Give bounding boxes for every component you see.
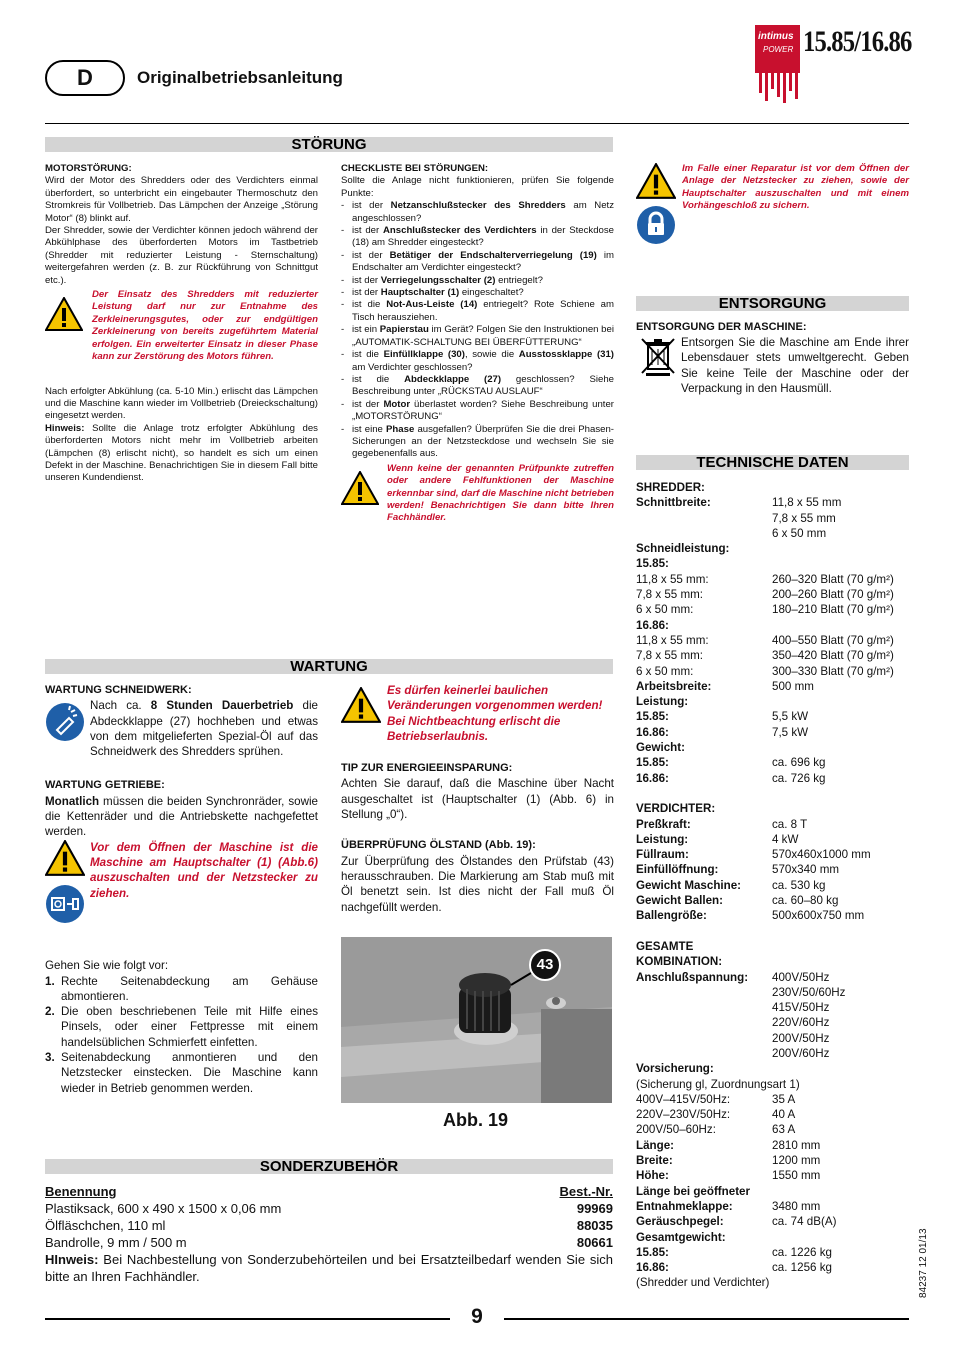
tech-row: Länge bei geöffneter xyxy=(636,1184,751,1198)
tech-row: Breite: 1200 mm xyxy=(636,1154,821,1168)
tech-row: 15.85: ca. 1226 kg xyxy=(636,1245,832,1259)
tech-row: Vorsicherung: xyxy=(636,1062,714,1076)
unplug-icon xyxy=(45,884,85,924)
modification-warning-text: Es dürfen keinerlei baulichen Veränderungen vorgenommen werden! Bei Nichtbeachtung erlischt die Betriebserlaubnis. xyxy=(387,684,603,743)
tech-row: 220V/60Hz xyxy=(772,1016,830,1030)
tech-data-list xyxy=(636,480,909,1291)
tech-row: 7,8 x 55 mm xyxy=(772,511,836,525)
checklist-heading: CHECKLISTE BEI STÖRUNGEN: xyxy=(341,163,489,174)
tech-row: Gewicht Ballen: ca. 60–80 kg xyxy=(636,894,839,908)
tech-row: Leistung: 4 kW xyxy=(636,832,799,846)
warning-icon xyxy=(341,683,387,744)
tech-row: Arbeitsbreite: 500 mm xyxy=(636,679,814,693)
accessories-header: Benennung Best.-Nr. xyxy=(45,1184,613,1199)
getriebe-heading: WARTUNG GETRIEBE: xyxy=(45,779,165,792)
getriebe-warning xyxy=(45,840,318,929)
tech-row: (Sicherung gl, Zuordnungsart 1) xyxy=(636,1077,800,1091)
tech-row: Entnahmeklappe: 3480 mm xyxy=(636,1199,821,1213)
getriebe-warning-text: Vor dem Öffnen der Maschine ist die Maschine am Hauptschalter (1) (Abb.6) auszuschalten und der Netzstecker zu ziehen. xyxy=(90,840,318,900)
tech-row: Gewicht Maschine: ca. 530 kg xyxy=(636,878,826,892)
tech-row: 400V–415V/50Hz: 35 A xyxy=(636,1092,796,1106)
intimus-logo xyxy=(755,25,800,105)
tech-row: Gesamtgewicht: xyxy=(636,1230,726,1244)
tech-row: Schneidleistung: xyxy=(636,542,730,556)
getriebe-text: Monatlich müssen die beiden Synchronräder, sowie die Kettenräder und die Antriebskette nachgefettet werden. xyxy=(45,794,318,839)
motor-p2: Der Shredder, sowie der Verdichter können jedoch während der Abkühlphase des überforderten Motors im Tastbetrieb (Shredder mit reduzierter Leistung - Sternschaltung) weitergefahren werden (z. B. zur Rückführung von Schnittgut etc.). xyxy=(45,225,318,286)
tech-row: 15.85: xyxy=(636,557,669,571)
oil-heading: ÜBERPRÜFUNG ÖLSTAND (Abb. 19): xyxy=(341,839,536,852)
checklist-item: - ist eine Phase ausgefallen? Überprüfen Sie die drei Phasen-Sicherungen an der Netzsteckdose und wechseln Sie sie gegebenenfalls aus. xyxy=(341,424,614,461)
warning-icon xyxy=(45,289,92,363)
page-number: 9 xyxy=(471,1305,483,1328)
tech-row: 16.86: ca. 726 kg xyxy=(636,771,826,785)
warning-icons xyxy=(636,163,682,250)
tech-row: 200V/60Hz xyxy=(772,1046,830,1060)
tech-row: Einfüllöffnung: 570x340 mm xyxy=(636,863,840,877)
tech-row: GESAMTE KOMBINATION: xyxy=(636,939,723,969)
motor-warning-text: Der Einsatz des Shredders mit reduzierter Leistung darf nur zur Entnahme des Zerkleinerungsgutes, oder zur endgültigen Zerkleinerung von bereits zugeführtem Material erfolgen. Ein erweiterter Einsatz in dieser Phase kann zur Zerstörung des Motors führen. xyxy=(92,289,318,363)
motor-column xyxy=(45,163,318,485)
motor-warning xyxy=(45,289,318,363)
tech-row xyxy=(636,786,909,801)
tech-row: 16.86: ca. 1256 kg xyxy=(636,1261,832,1275)
motor-p3: Nach erfolgter Abkühlung (ca. 5-10 Min.) erlischt das Lämpchen und die Maschine kann wieder im Vollbetrieb (Dreieckschaltung) eingesetzt werden. xyxy=(45,385,318,422)
model-number: 15.85/16.86 xyxy=(803,25,912,58)
oil-text: Zur Überprüfung des Ölstandes den Prüfstab (43) herausschrauben. Die Markierung am Stab muß mit Öl benetzt sein. Ist dies nicht der Fall muß Öl nachgefüllt werden. xyxy=(341,854,614,914)
checklist-item: - ist die Einfüllklappe (30), sowie die Ausstossklappe (31) am Verdichter geschlossen? xyxy=(341,349,614,374)
callout-43: 43 xyxy=(529,949,561,981)
schneidwerk-text: Nach ca. 8 Stunden Dauerbetrieb die Abdeckklappe (27) hochheben und etwas von dem mitgelieferten Spezial-Öl auf das Schneidwerk des Shredders sprühen. xyxy=(90,699,318,759)
tech-row: 7,8 x 55 mm: 350–420 Blatt (70 g/m²) xyxy=(636,649,894,663)
accessories-hint: HInweis: Bei Nachbestellung von Sonderzubehörteilen und bei Ersatzteilbedarf wenden Sie sich bitte an Ihren Fachhändler. xyxy=(45,1252,613,1284)
tech-row: Gewicht: xyxy=(636,741,685,755)
checklist-item: - ist die Not-Aus-Leiste (14) entriegelt? Rote Schiene am Tisch herausziehen. xyxy=(341,299,614,324)
weee-bin-icon xyxy=(638,337,678,377)
checklist-item: - ist der Hauptschalter (1) eingeschaltet? xyxy=(341,287,614,299)
logo-subtext: POWER xyxy=(763,45,794,54)
repair-warning xyxy=(636,163,909,250)
wartung-left-column xyxy=(45,683,318,1096)
tech-row: Höhe: 1550 mm xyxy=(636,1169,821,1183)
tech-row: Ballengröße: 500x600x750 mm xyxy=(636,909,865,923)
tech-row: 200V/50–60Hz: 63 A xyxy=(636,1123,796,1137)
accessory-row: Bandrolle, 9 mm / 500 m 80661 xyxy=(45,1235,613,1250)
wartung-right-column xyxy=(341,683,614,915)
tech-row xyxy=(636,924,909,939)
page-title: Originalbetriebsanleitung xyxy=(137,68,343,87)
warning-icon xyxy=(341,463,387,525)
tech-row: 7,8 x 55 mm: 200–260 Blatt (70 g/m²) xyxy=(636,588,894,602)
entsorgung-text: Entsorgen Sie die Maschine am Ende ihrer Lebensdauer stets umweltgerecht. Geben Sie keine Teile der Maschine oder der Verpackung in den Hausmüll. xyxy=(681,336,909,395)
step-item: 3. Seitenabdeckung anmontieren und den Netzstecker einstecken. Die Maschine kann wieder in Betrieb genommen werden. xyxy=(45,1051,318,1095)
tech-row: 15.85: 5,5 kW xyxy=(636,710,809,724)
checklist-warning-text: Wenn keine der genannten Prüfpunkte zutreffen oder andere Fehlfunktionen der Maschine erkennbar sind, darf die Maschine nicht betrieben werden! Benachrichtigen Sie dann bitte Ihren Fachhändler. xyxy=(387,462,614,524)
warning-icon xyxy=(636,163,676,199)
tech-row: 16.86: xyxy=(636,618,669,632)
checklist-intro: Sollte die Anlage nicht funktionieren, prüfen Sie folgende Punkte: xyxy=(341,175,614,199)
accessory-row: Ölfläschchen, 110 ml 88035 xyxy=(45,1218,613,1233)
tech-row: 6 x 50 mm: 180–210 Blatt (70 g/m²) xyxy=(636,603,894,617)
padlock-icon xyxy=(636,205,676,245)
document-code: 84237 12 01/13 xyxy=(918,1228,929,1298)
tech-row: 220V–230V/50Hz: 40 A xyxy=(636,1108,796,1122)
tech-row: 415V/50Hz xyxy=(772,1001,830,1015)
section-technische-daten: TECHNISCHE DATEN xyxy=(636,455,909,470)
warning-icon xyxy=(45,840,85,876)
tech-row: Leistung: xyxy=(636,695,689,709)
energy-heading: TIP ZUR ENERGIEEINSPARUNG: xyxy=(341,762,513,775)
hint-text: Sollte die Anlage trotz erfolgter Abkühlung des überforderten Motors nicht mehr im Vollbetrieb arbeiten (Lämpchen (8) erlischt nicht), so handelt es sich um einen Defekt in der Maschine. Benachrichtigen Sie in diesem Fall bitte unseren Kundendienst. xyxy=(45,422,318,484)
section-sonderzubehoer: SONDERZUBEHÖR xyxy=(45,1159,613,1174)
accessory-row: Plastiksack, 600 x 490 x 1500 x 0,06 mm 99969 xyxy=(45,1201,613,1216)
steps-intro: Gehen Sie wie folgt vor: xyxy=(45,959,169,973)
tech-row: Füllraum: 570x460x1000 mm xyxy=(636,848,871,862)
tech-row: 200V/50Hz xyxy=(772,1031,830,1045)
footer-rule-left xyxy=(45,1318,450,1320)
tech-row: (Shredder und Verdichter) xyxy=(636,1276,770,1290)
tech-row: 15.85: ca. 696 kg xyxy=(636,756,826,770)
accessories-table xyxy=(45,1183,613,1285)
repair-warning-text: Im Falle einer Reparatur ist vor dem Öffnen der Anlage der Netzstecker zu ziehen, sowie der Hauptschalter auszuschalten und mit einem Vorhängeschloß zu sichern. xyxy=(682,163,909,212)
figure-photo xyxy=(341,937,612,1103)
tech-row: SHREDDER: xyxy=(636,481,705,494)
header-rule xyxy=(45,123,909,124)
checklist-item: - ist der Netzanschlußstecker des Shredders am Netz angeschlossen? xyxy=(341,200,614,225)
steps-list xyxy=(45,974,318,1096)
checklist-item: - ist ein Papierstau im Gerät? Folgen Sie den Instruktionen bei „AUTOMATIK-SCHALTUNG BEI ÜBERFÜTTERUNG“ xyxy=(341,324,614,349)
checklist-item: - ist der Motor überlastet worden? Siehe Beschreibung unter „MOTORSTÖRUNG“ xyxy=(341,399,614,424)
checklist-item: - ist der Anschlußstecker des Verdichters in der Steckdose (18) am Shredder eingesteckt? xyxy=(341,225,614,250)
footer-rule-right xyxy=(504,1318,909,1320)
step-item: 2. Die oben beschriebenen Teile mit Hilfe eines Pinsels, oder einer Fettpresse mit einem handelsüblichen Schmierfett einfetten. xyxy=(45,1005,318,1049)
checklist-list xyxy=(341,200,614,461)
modification-warning xyxy=(341,683,614,744)
motor-heading: MOTORSTÖRUNG: xyxy=(45,163,132,174)
motor-hint xyxy=(45,423,318,485)
tech-row: 11,8 x 55 mm: 260–320 Blatt (70 g/m²) xyxy=(636,572,894,586)
section-stoerung: STÖRUNG xyxy=(45,137,613,152)
tech-row: Schnittbreite: 11,8 x 55 mm xyxy=(636,496,842,510)
oil-can-icon xyxy=(45,698,90,759)
tech-row: Länge: 2810 mm xyxy=(636,1138,821,1152)
motor-p1: Wird der Motor des Shredders oder des Verdichters einmal überfordert, so unterbricht ein eingebauter Thermoschutz den Stromkreis für Vollbetrieb. Das Lämpchen der Anzeige „Störung Motor“ (8) blinkt auf. xyxy=(45,175,318,224)
entsorgung-heading: ENTSORGUNG DER MASCHINE: xyxy=(636,321,807,333)
tech-row: 11,8 x 55 mm: 400–550 Blatt (70 g/m²) xyxy=(636,633,894,647)
tech-row: 16.86: 7,5 kW xyxy=(636,725,809,739)
logo-text: intimus xyxy=(758,31,794,42)
tech-row: Preßkraft: ca. 8 T xyxy=(636,817,808,831)
checklist-item: - ist die Abdeckklappe (27) geschlossen? Siehe Beschreibung unter „RÜCKSTAU AUSLAUF“ xyxy=(341,374,614,399)
step-item: 1. Rechte Seitenabdeckung am Gehäuse abmontieren. xyxy=(45,974,318,1003)
lang-badge: D xyxy=(45,60,125,96)
checklist-warning xyxy=(341,463,614,525)
schneidwerk-heading: WARTUNG SCHNEIDWERK: xyxy=(45,684,192,696)
checklist-item: - ist der Verriegelungsschalter (2) entriegelt? xyxy=(341,275,614,287)
figure-caption: Abb. 19 xyxy=(443,1110,509,1130)
tech-row: Geräuschpegel: ca. 74 dB(A) xyxy=(636,1215,837,1229)
tech-row: VERDICHTER: xyxy=(636,802,716,816)
section-entsorgung: ENTSORGUNG xyxy=(636,296,909,311)
tech-row: 230V/50/60Hz xyxy=(772,985,846,999)
tech-row: Anschlußspannung: 400V/50Hz xyxy=(636,970,830,984)
tech-row: 6 x 50 mm: 300–330 Blatt (70 g/m²) xyxy=(636,664,894,678)
section-wartung: WARTUNG xyxy=(45,659,613,674)
checklist-column xyxy=(341,163,614,525)
checklist-item: - ist der Betätiger der Endschalterverriegelung (19) im Endschalter am Verdichter eingesteckt? xyxy=(341,250,614,275)
warning-icons xyxy=(45,840,90,929)
tech-row: 6 x 50 mm xyxy=(772,526,827,540)
energy-text: Achten Sie darauf, daß die Maschine über Nacht ausgeschaltet ist (Hauptschalter (1) (Abb. 6) in Stellung „0“). xyxy=(341,777,614,822)
hint-label: Hinweis: xyxy=(45,422,85,434)
